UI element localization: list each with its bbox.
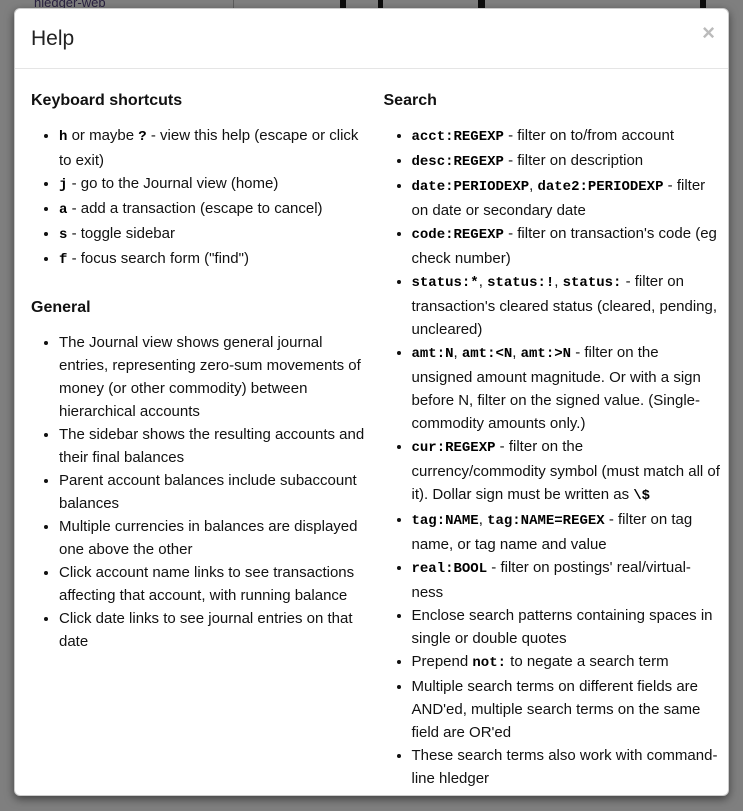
help-list-item: • Prepend not: to negate a search term: [412, 650, 721, 675]
help-list-item: • Enclose search patterns containing spaces in single or double quotes: [412, 604, 721, 650]
help-list-item: • Multiple search terms on different fields are AND'ed, multiple search terms on the same field are OR'ed: [412, 675, 721, 744]
help-list: [384, 124, 721, 790]
help-list-item: • real:BOOL - filter on postings' real/virtual-ness: [412, 556, 721, 604]
help-list-item: • j - go to the Journal view (home): [59, 172, 368, 197]
help-list-item: • Click date links to see journal entries on that date: [59, 607, 368, 653]
help-list-item: • amt:N, amt:<N, amt:>N - filter on the unsigned amount magnitude. Or with a sign before N, filter on the signed value. (Single-commodity amounts only.): [412, 341, 721, 435]
help-list-item: • acct:REGEXP - filter on to/from account: [412, 124, 721, 149]
section-title: General: [31, 299, 91, 316]
help-right-column: [368, 83, 721, 796]
help-list-item: • Multiple currencies in balances are displayed one above the other: [59, 515, 368, 561]
help-list-item: • tag:NAME, tag:NAME=REGEX - filter on tag name, or tag name and value: [412, 508, 721, 556]
code-term: status:*: [411, 275, 479, 291]
code-term: h: [59, 129, 68, 145]
help-left-column: [31, 83, 368, 796]
help-list-item: • status:*, status:!, status: - filter on transaction's cleared status (cleared, pending, uncleared): [412, 270, 721, 341]
code-term: status:!: [487, 275, 555, 291]
code-term: not:: [472, 655, 506, 671]
help-list-item: • Click account name links to see transactions affecting that account, with running balance: [59, 561, 368, 607]
code-term: tag:NAME=REGEX: [487, 513, 605, 529]
help-list-item: • The sidebar shows the resulting accounts and their final balances: [59, 423, 368, 469]
help-list-item: • s - toggle sidebar: [59, 222, 368, 247]
help-list-item: • cur:REGEXP - filter on the currency/commodity symbol (must match all of it). Dollar sign must be written as \$: [412, 435, 721, 508]
code-term: \$: [633, 488, 651, 504]
code-term: amt:N: [411, 346, 454, 362]
modal-body: [15, 69, 728, 796]
help-list-item: • desc:REGEXP - filter on description: [412, 149, 721, 174]
help-list-item: • a - add a transaction (escape to cancel): [59, 197, 368, 222]
code-term: cur:REGEXP: [411, 440, 496, 456]
close-icon[interactable]: ×: [702, 20, 715, 45]
modal-title: Help: [31, 27, 75, 50]
code-term: acct:REGEXP: [411, 129, 504, 145]
modal-header: [15, 9, 728, 69]
help-modal: [14, 8, 729, 796]
code-term: date2:PERIODEXP: [537, 179, 664, 195]
help-list-item: • f - focus search form ("find"): [59, 247, 368, 272]
section-title: Keyboard shortcuts: [31, 92, 183, 109]
code-term: j: [59, 177, 68, 193]
code-term: date:PERIODEXP: [411, 179, 530, 195]
help-list-item: • These search terms also work with command-line hledger: [412, 744, 721, 790]
help-list-item: • date:PERIODEXP, date2:PERIODEXP - filter on date or secondary date: [412, 174, 721, 222]
code-term: a: [59, 202, 68, 218]
code-term: tag:NAME: [411, 513, 479, 529]
help-list: [31, 124, 368, 272]
code-term: ?: [138, 129, 147, 145]
code-term: status:: [562, 275, 622, 291]
code-term: f: [59, 252, 68, 268]
code-term: code:REGEXP: [411, 227, 504, 243]
code-term: amt:>N: [520, 346, 572, 362]
code-term: desc:REGEXP: [411, 154, 504, 170]
help-list-item: • Parent account balances include subaccount balances: [59, 469, 368, 515]
help-list: [31, 331, 368, 653]
code-term: s: [59, 227, 68, 243]
help-list-item: • The Journal view shows general journal entries, representing zero-sum movements of money (or other commodity) between hierarchical accounts: [59, 331, 368, 423]
code-term: real:BOOL: [411, 561, 488, 577]
code-term: amt:<N: [461, 346, 513, 362]
help-list-item: • h or maybe ? - view this help (escape or click to exit): [59, 124, 368, 172]
section-title: Search: [383, 92, 437, 109]
help-list-item: • code:REGEXP - filter on transaction's code (eg check number): [412, 222, 721, 270]
